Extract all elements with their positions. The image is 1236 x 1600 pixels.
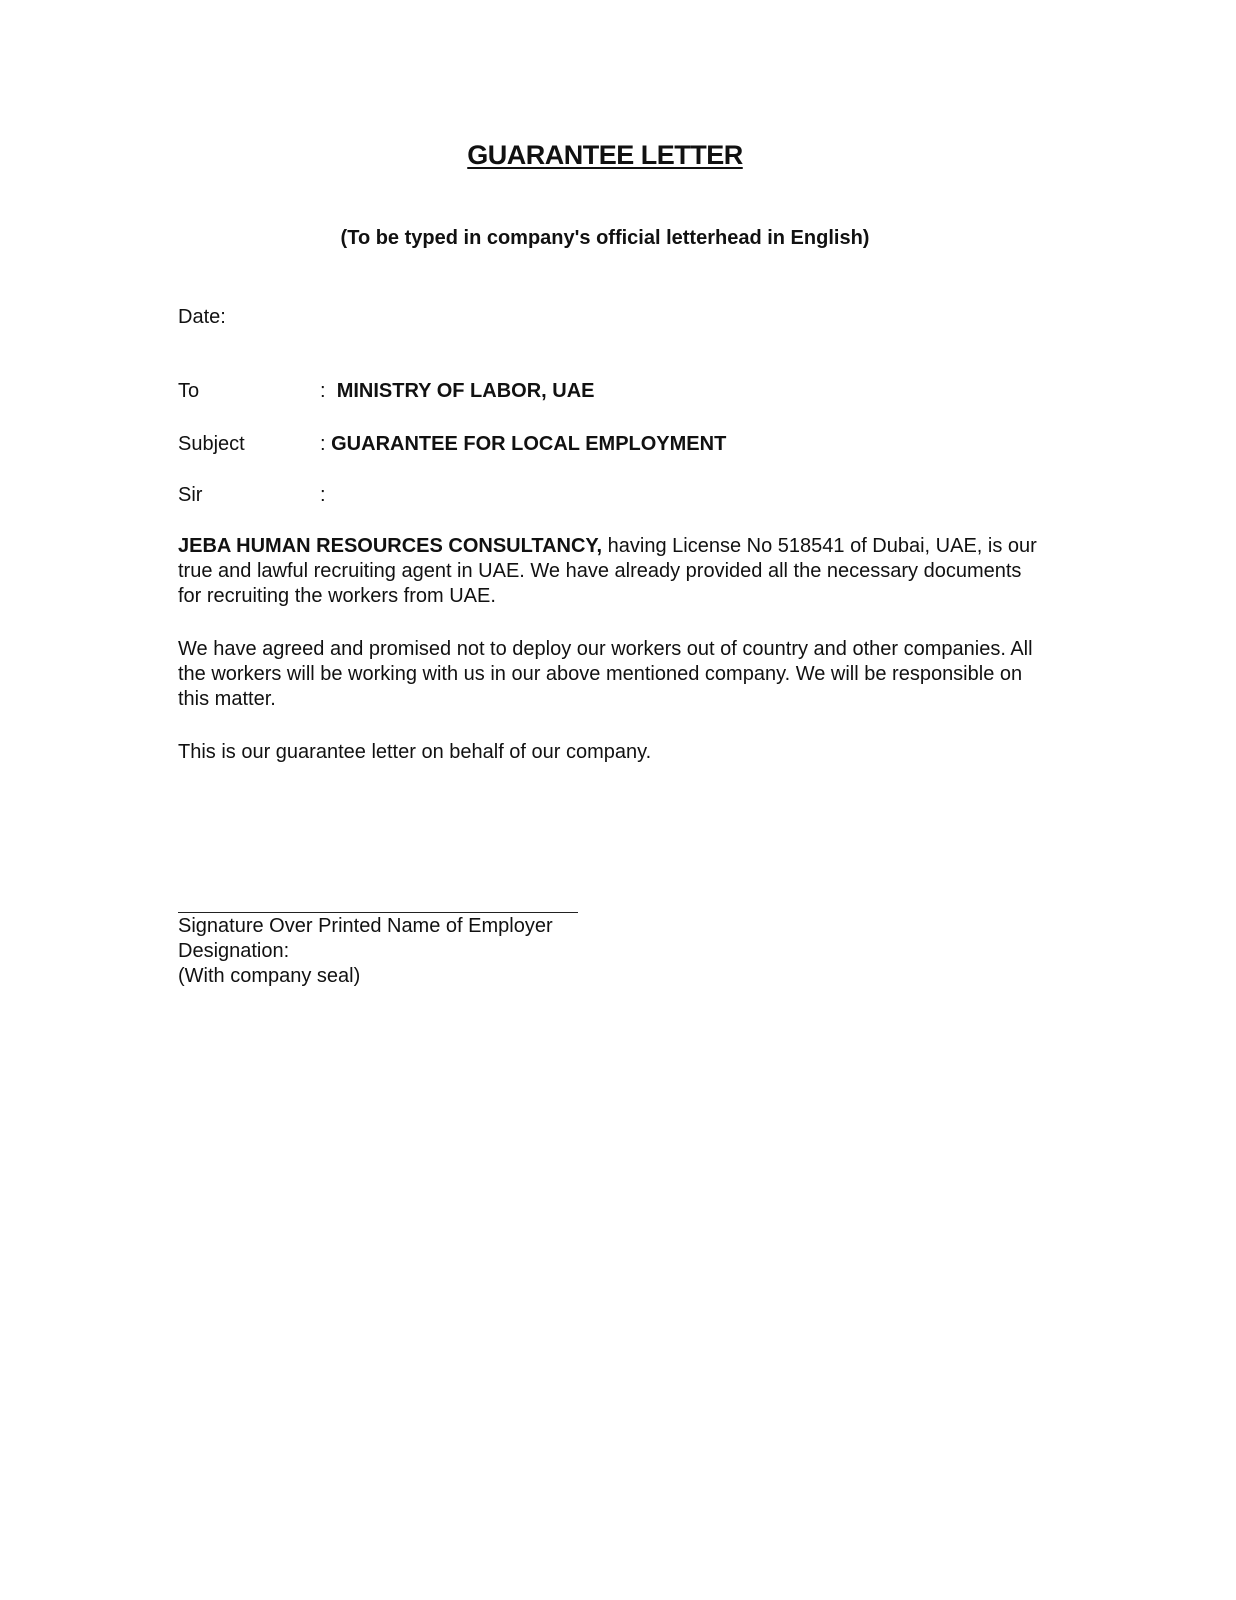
body-paragraph-1 [178,534,1048,609]
signature-caption: Signature Over Printed Name of Employer [178,915,553,937]
subject-value: GUARANTEE FOR LOCAL EMPLOYMENT [331,433,727,455]
to-colon: : [320,380,326,402]
subject-label: Subject [178,433,245,455]
paragraph-1-text: having License No 518541 of Dubai, UAE, is our true and lawful recruiting agent in UAE. We have already provided all the necessary documents for recruiting the workers from UAE. [178,535,1037,607]
salutation-colon: : [320,484,326,506]
letterhead-instruction: (To be typed in company's official letterhead in English) [340,227,870,249]
signature-block [178,914,553,989]
subject-line [178,433,726,456]
company-name: JEBA HUMAN RESOURCES CONSULTANCY, [178,535,603,557]
to-line [178,380,594,403]
subject-colon: : [320,433,326,455]
to-label: To [178,380,200,402]
to-value: MINISTRY OF LABOR, UAE [336,380,595,402]
company-seal-note: (With company seal) [178,965,361,987]
salutation-label: Sir [178,484,203,506]
designation-label: Designation: [178,940,290,962]
signature-line [178,912,578,913]
date-label: Date: [178,306,226,328]
salutation-line [178,484,326,507]
letter-title: GUARANTEE LETTER [467,140,743,170]
body-paragraph-3: This is our guarantee letter on behalf of our company. [178,741,652,763]
body-paragraph-2: We have agreed and promised not to deploy our workers out of country and other companies. All the workers will be working with us in our above mentioned company. We will be responsible on this matter. [178,638,1033,710]
